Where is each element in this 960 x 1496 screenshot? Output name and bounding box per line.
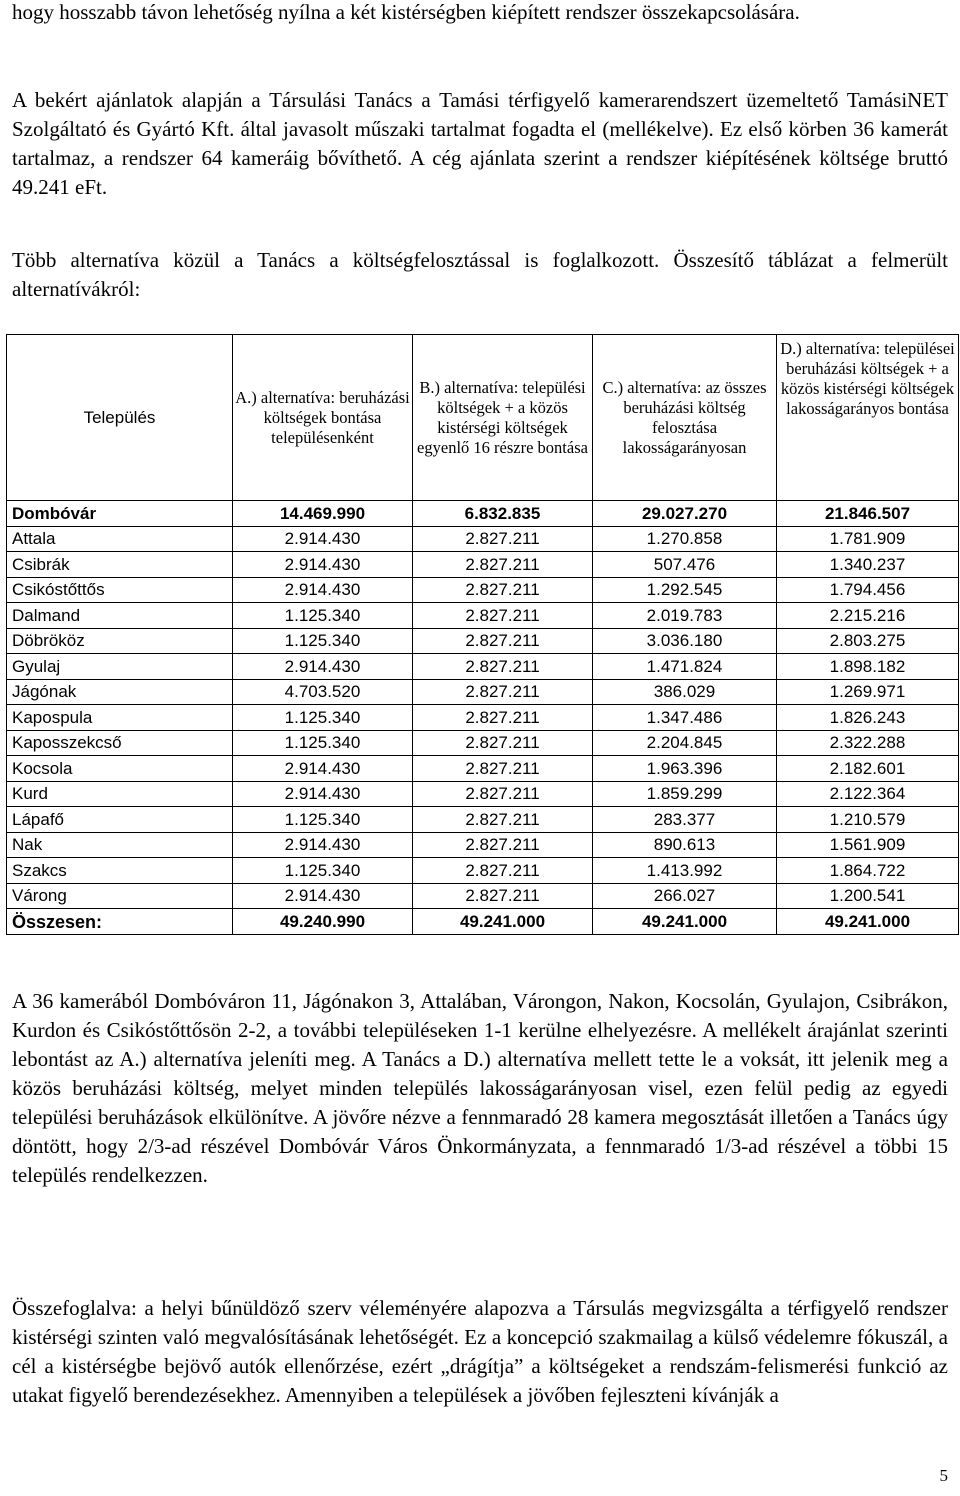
total-b: 49.241.000 xyxy=(413,909,593,935)
value-a: 1.125.340 xyxy=(233,730,413,756)
header-alternative-d: D.) alternatíva: települései beruházási költségek + a közös kistérségi költségek lakosságarányos bontása xyxy=(777,335,959,501)
value-a: 1.125.340 xyxy=(233,858,413,884)
total-label: Összesen: xyxy=(7,909,233,935)
settlement-name: Csikóstőttős xyxy=(7,577,233,603)
value-c: 3.036.180 xyxy=(593,628,777,654)
header-settlement: Település xyxy=(7,335,233,501)
paragraph-continuation: hogy hosszabb távon lehetőség nyílna a két kistérségben kiépített rendszer összekapcsolására. xyxy=(12,0,800,24)
table-row xyxy=(7,526,959,552)
value-b: 2.827.211 xyxy=(413,577,593,603)
settlement-name: Kaposszekcső xyxy=(7,730,233,756)
value-d: 1.794.456 xyxy=(777,577,959,603)
value-d: 1.269.971 xyxy=(777,679,959,705)
value-b: 2.827.211 xyxy=(413,832,593,858)
value-b: 2.827.211 xyxy=(413,858,593,884)
settlement-name: Várong xyxy=(7,883,233,909)
table-row xyxy=(7,730,959,756)
value-b: 6.832.835 xyxy=(413,501,593,527)
value-b: 2.827.211 xyxy=(413,781,593,807)
settlement-name: Jágónak xyxy=(7,679,233,705)
value-d: 2.122.364 xyxy=(777,781,959,807)
value-a: 1.125.340 xyxy=(233,628,413,654)
value-d: 1.781.909 xyxy=(777,526,959,552)
table-row xyxy=(7,679,959,705)
table-row xyxy=(7,577,959,603)
value-c: 1.859.299 xyxy=(593,781,777,807)
value-c: 29.027.270 xyxy=(593,501,777,527)
value-d: 2.322.288 xyxy=(777,730,959,756)
value-c: 2.204.845 xyxy=(593,730,777,756)
value-c: 2.019.783 xyxy=(593,603,777,629)
paragraph-camera-distribution: A 36 kamerából Dombóváron 11, Jágónakon 3, Attalában, Várongon, Nakon, Kocsolán, Gyulajon, Csibrákon, Kurdon és Csikóstőttősön 2-2, a további településeken 1-1 kerülne elhelyezésre. A mellékelt árajánlat szerinti lebontást az A.) alternatíva jeleníti meg. A Tanács a D.) alternatíva mellett tette le a voksát, itt jelenik meg a közös beruházási költség, melyet minden település lakosságarányosan visel, ezen felül pedig az egyedi települési beruházások elkülönítve. A jövőre nézve a fennmaradó 28 kamera megosztását illetően a Tanács úgy döntött, hogy 2/3-ad részével Dombóvár Város Önkormányzata, a fennmaradó 1/3-ad részével a többi 15 település rendelkezzen. xyxy=(12,989,948,1187)
value-c: 283.377 xyxy=(593,807,777,833)
value-a: 2.914.430 xyxy=(233,577,413,603)
value-b: 2.827.211 xyxy=(413,526,593,552)
value-b: 2.827.211 xyxy=(413,679,593,705)
value-d: 21.846.507 xyxy=(777,501,959,527)
table-row xyxy=(7,781,959,807)
value-d: 1.210.579 xyxy=(777,807,959,833)
value-a: 1.125.340 xyxy=(233,603,413,629)
total-a: 49.240.990 xyxy=(233,909,413,935)
value-b: 2.827.211 xyxy=(413,756,593,782)
paragraph-alternatives-intro: Több alternatíva közül a Tanács a költségfelosztással is foglalkozott. Összesítő táblázat a felmerült alternatívákról: xyxy=(12,248,948,301)
value-c: 1.471.824 xyxy=(593,654,777,680)
value-d: 1.200.541 xyxy=(777,883,959,909)
table-row xyxy=(7,705,959,731)
value-a: 1.125.340 xyxy=(233,807,413,833)
settlement-name: Attala xyxy=(7,526,233,552)
page-number: 5 xyxy=(939,1466,948,1485)
table-total-row xyxy=(7,909,959,935)
value-a: 2.914.430 xyxy=(233,654,413,680)
value-a: 2.914.430 xyxy=(233,832,413,858)
value-d: 2.182.601 xyxy=(777,756,959,782)
paragraph-summary: Összefoglalva: a helyi bűnüldöző szerv véleményére alapozva a Társulás megvizsgálta a térfigyelő rendszer kistérségi szinten való megvalósításának lehetőségét. Ez a koncepció szakmailag a külső védelemre fókuszál, a cél a kistérségbe bejövő autók ellenőrzése, ezért „drágítja” a költségeket a rendszám-felismerési funkció az utakat figyelő berendezésekhez. Amennyiben a települések a jövőben fejleszteni kívánják a xyxy=(12,1296,948,1407)
header-alternative-a: A.) alternatíva: beruházási költségek bontása településenként xyxy=(233,335,413,501)
settlement-name: Kapospula xyxy=(7,705,233,731)
value-c: 1.347.486 xyxy=(593,705,777,731)
settlement-name: Nak xyxy=(7,832,233,858)
value-c: 1.292.545 xyxy=(593,577,777,603)
value-a: 1.125.340 xyxy=(233,705,413,731)
value-a: 2.914.430 xyxy=(233,883,413,909)
header-alternative-c: C.) alternatíva: az összes beruházási költség felosztása lakosságarányosan xyxy=(593,335,777,501)
value-b: 2.827.211 xyxy=(413,883,593,909)
value-c: 1.963.396 xyxy=(593,756,777,782)
value-b: 2.827.211 xyxy=(413,603,593,629)
table-row xyxy=(7,628,959,654)
value-c: 890.613 xyxy=(593,832,777,858)
value-b: 2.827.211 xyxy=(413,705,593,731)
value-d: 1.898.182 xyxy=(777,654,959,680)
value-c: 266.027 xyxy=(593,883,777,909)
value-d: 1.340.237 xyxy=(777,552,959,578)
value-c: 1.413.992 xyxy=(593,858,777,884)
table-header-row xyxy=(7,335,959,501)
value-a: 2.914.430 xyxy=(233,756,413,782)
value-b: 2.827.211 xyxy=(413,654,593,680)
value-d: 1.864.722 xyxy=(777,858,959,884)
table-row xyxy=(7,552,959,578)
table-row xyxy=(7,858,959,884)
settlement-name: Gyulaj xyxy=(7,654,233,680)
value-d: 1.826.243 xyxy=(777,705,959,731)
table-row xyxy=(7,501,959,527)
value-a: 14.469.990 xyxy=(233,501,413,527)
value-b: 2.827.211 xyxy=(413,552,593,578)
value-c: 1.270.858 xyxy=(593,526,777,552)
value-d: 2.215.216 xyxy=(777,603,959,629)
header-alternative-b: B.) alternatíva: települési költségek + a közös kistérségi költségek egyenlő 16 részre bontása xyxy=(413,335,593,501)
value-b: 2.827.211 xyxy=(413,807,593,833)
settlement-name: Kocsola xyxy=(7,756,233,782)
value-b: 2.827.211 xyxy=(413,730,593,756)
cost-alternatives-table xyxy=(6,334,959,935)
settlement-name: Dalmand xyxy=(7,603,233,629)
value-d: 2.803.275 xyxy=(777,628,959,654)
value-a: 2.914.430 xyxy=(233,526,413,552)
table-row xyxy=(7,883,959,909)
total-c: 49.241.000 xyxy=(593,909,777,935)
value-c: 507.476 xyxy=(593,552,777,578)
settlement-name: Lápafő xyxy=(7,807,233,833)
paragraph-offer: A bekért ajánlatok alapján a Társulási Tanács a Tamási térfigyelő kamerarendszert üzemeltető TamásiNET Szolgáltató és Gyártó Kft. által javasolt műszaki tartalmat fogadta el (mellékelve). Ez első körben 36 kamerát tartalmaz, a rendszer 64 kameráig bővíthető. A cég ajánlata szerint a rendszer kiépítésének költsége bruttó 49.241 eFt. xyxy=(12,88,948,199)
value-a: 4.703.520 xyxy=(233,679,413,705)
table-row xyxy=(7,654,959,680)
table-row xyxy=(7,603,959,629)
settlement-name: Dombóvár xyxy=(7,501,233,527)
table-row xyxy=(7,807,959,833)
value-b: 2.827.211 xyxy=(413,628,593,654)
value-a: 2.914.430 xyxy=(233,781,413,807)
value-c: 386.029 xyxy=(593,679,777,705)
table-row xyxy=(7,756,959,782)
total-d: 49.241.000 xyxy=(777,909,959,935)
settlement-name: Döbrököz xyxy=(7,628,233,654)
settlement-name: Szakcs xyxy=(7,858,233,884)
table-row xyxy=(7,832,959,858)
settlement-name: Kurd xyxy=(7,781,233,807)
value-a: 2.914.430 xyxy=(233,552,413,578)
value-d: 1.561.909 xyxy=(777,832,959,858)
settlement-name: Csibrák xyxy=(7,552,233,578)
